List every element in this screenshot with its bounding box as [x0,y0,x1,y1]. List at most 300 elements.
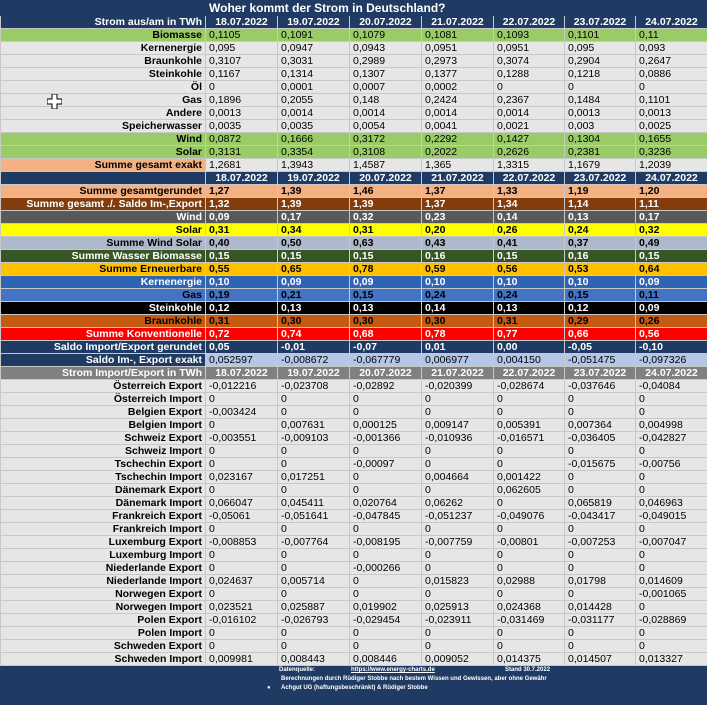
value-cell[interactable]: -0,010936 [422,432,494,445]
date-header-cell[interactable]: 22.07.2022 [494,367,565,380]
value-cell[interactable]: -0,051641 [278,510,350,523]
date-header-cell[interactable]: 22.07.2022 [494,172,565,185]
value-cell[interactable]: 0 [636,549,707,562]
value-cell[interactable]: 1,32 [206,198,278,211]
row-label[interactable]: Saldo Import/Export gerundet [1,341,206,354]
value-cell[interactable]: 0,045411 [278,497,350,510]
value-cell[interactable]: 0,1304 [565,133,636,146]
value-cell[interactable]: 0,1105 [206,29,278,42]
row-label[interactable]: Polen Export [1,614,206,627]
value-cell[interactable]: 0 [422,640,494,653]
value-cell[interactable]: 1,14 [565,198,636,211]
value-cell[interactable]: 0,12 [206,302,278,315]
value-cell[interactable]: 0,0021 [494,120,565,133]
value-cell[interactable]: 0,30 [422,315,494,328]
value-cell[interactable]: 0 [206,445,278,458]
row-label[interactable]: Niederlande Export [1,562,206,575]
value-cell[interactable]: 0,64 [636,263,707,276]
value-cell[interactable]: 0,0014 [350,107,422,120]
row-label[interactable]: Wind [1,211,206,224]
value-cell[interactable]: 0,0007 [350,81,422,94]
date-header-cell[interactable]: 22.07.2022 [494,16,565,29]
value-cell[interactable]: 0 [494,588,565,601]
value-cell[interactable]: -0,008853 [206,536,278,549]
value-cell[interactable]: 1,2681 [206,159,278,172]
value-cell[interactable]: 0,095 [206,42,278,55]
value-cell[interactable]: 1,365 [422,159,494,172]
value-cell[interactable]: 0,1167 [206,68,278,81]
value-cell[interactable]: 0,06262 [422,497,494,510]
value-cell[interactable]: 0,29 [565,315,636,328]
value-cell[interactable]: 0,019902 [350,601,422,614]
value-cell[interactable]: 0,16 [565,250,636,263]
value-cell[interactable]: 0 [278,484,350,497]
value-cell[interactable]: 0 [565,471,636,484]
value-cell[interactable]: 0 [565,484,636,497]
value-cell[interactable]: 0 [422,562,494,575]
value-cell[interactable]: 1,3943 [278,159,350,172]
value-cell[interactable]: 0,26 [494,224,565,237]
value-cell[interactable]: 0 [636,81,707,94]
value-cell[interactable]: 0,013327 [636,653,707,666]
value-cell[interactable]: 0,11 [636,289,707,302]
value-cell[interactable]: 0,007631 [278,419,350,432]
value-cell[interactable]: -0,10 [636,341,707,354]
value-cell[interactable]: 0,15 [350,250,422,263]
value-cell[interactable]: 0,052597 [206,354,278,367]
value-cell[interactable]: -0,051475 [565,354,636,367]
row-label[interactable]: Speicherwasser [1,120,206,133]
value-cell[interactable]: 0 [494,81,565,94]
value-cell[interactable]: -0,031469 [494,614,565,627]
value-cell[interactable]: 0,32 [350,211,422,224]
value-cell[interactable]: 0,006977 [422,354,494,367]
value-cell[interactable]: 0 [636,562,707,575]
value-cell[interactable]: 0,017251 [278,471,350,484]
value-cell[interactable]: 0 [422,549,494,562]
value-cell[interactable]: 0,046963 [636,497,707,510]
value-cell[interactable]: 0 [636,484,707,497]
value-cell[interactable]: 0,3131 [206,146,278,159]
value-cell[interactable]: 0 [494,393,565,406]
value-cell[interactable]: 0 [422,627,494,640]
value-cell[interactable]: 0 [636,471,707,484]
value-cell[interactable]: 0 [278,458,350,471]
value-cell[interactable]: -0,036405 [565,432,636,445]
value-cell[interactable]: 0,3074 [494,55,565,68]
value-cell[interactable]: 0,0001 [278,81,350,94]
row-label[interactable]: Luxemburg Import [1,549,206,562]
value-cell[interactable]: 0,0002 [422,81,494,94]
value-cell[interactable]: 0,2055 [278,94,350,107]
date-header-cell[interactable]: 20.07.2022 [350,367,422,380]
row-label[interactable]: Dänemark Import [1,497,206,510]
value-cell[interactable]: 1,27 [206,185,278,198]
row-label[interactable]: Summe gesamtgerundet [1,185,206,198]
value-cell[interactable]: 0,1288 [494,68,565,81]
value-cell[interactable]: 0,31 [350,224,422,237]
value-cell[interactable]: -0,043417 [565,510,636,523]
row-label[interactable]: Tschechin Export [1,458,206,471]
value-cell[interactable]: 0,10 [206,276,278,289]
value-cell[interactable]: -0,037646 [565,380,636,393]
row-label[interactable]: Kernenergie [1,42,206,55]
value-cell[interactable]: 1,39 [278,198,350,211]
value-cell[interactable]: 0,2989 [350,55,422,68]
value-cell[interactable]: 0,14 [422,302,494,315]
value-cell[interactable]: 0,41 [494,237,565,250]
value-cell[interactable]: 0,05 [206,341,278,354]
value-cell[interactable]: 0,17 [636,211,707,224]
value-cell[interactable]: 0 [422,406,494,419]
value-cell[interactable]: 0 [350,549,422,562]
row-label[interactable]: Belgien Import [1,419,206,432]
value-cell[interactable]: 0,3354 [278,146,350,159]
row-label[interactable]: Niederlande Import [1,575,206,588]
value-cell[interactable]: 1,39 [278,185,350,198]
value-cell[interactable]: -0,042827 [636,432,707,445]
value-cell[interactable]: 0 [206,393,278,406]
value-cell[interactable]: -0,05 [565,341,636,354]
row-label[interactable]: Biomasse [1,29,206,42]
value-cell[interactable]: -0,047845 [350,510,422,523]
date-header-cell[interactable]: 18.07.2022 [206,16,278,29]
value-cell[interactable]: 0,23 [422,211,494,224]
value-cell[interactable]: -0,008195 [350,536,422,549]
value-cell[interactable]: 0 [636,393,707,406]
value-cell[interactable]: 0,30 [350,315,422,328]
value-cell[interactable]: 0,025887 [278,601,350,614]
value-cell[interactable]: 0 [206,81,278,94]
value-cell[interactable]: -0,097326 [636,354,707,367]
value-cell[interactable]: 0,023167 [206,471,278,484]
value-cell[interactable]: 0 [278,523,350,536]
value-cell[interactable]: 0,001422 [494,471,565,484]
value-cell[interactable]: 0,31 [206,224,278,237]
value-cell[interactable]: 0,0013 [565,107,636,120]
value-cell[interactable]: 0,09 [278,276,350,289]
value-cell[interactable]: -0,023911 [422,614,494,627]
value-cell[interactable]: 0,1218 [565,68,636,81]
value-cell[interactable]: 0 [494,640,565,653]
row-label[interactable]: Luxemburg Export [1,536,206,549]
value-cell[interactable]: 0 [206,562,278,575]
value-cell[interactable]: -0,000266 [350,562,422,575]
date-header-cell[interactable]: 21.07.2022 [422,367,494,380]
value-cell[interactable]: 0,09 [206,211,278,224]
row-label[interactable]: Gas [1,289,206,302]
value-cell[interactable]: 0 [350,640,422,653]
value-cell[interactable]: 0 [494,406,565,419]
value-cell[interactable]: 0 [206,419,278,432]
value-cell[interactable]: 0 [494,445,565,458]
row-label[interactable] [1,172,206,185]
value-cell[interactable]: 0,53 [565,263,636,276]
row-label[interactable]: Frankreich Import [1,523,206,536]
value-cell[interactable]: 1,3315 [494,159,565,172]
row-label[interactable]: Norwegen Export [1,588,206,601]
value-cell[interactable]: 0 [206,627,278,640]
value-cell[interactable]: -0,00097 [350,458,422,471]
value-cell[interactable]: 0,2381 [565,146,636,159]
value-cell[interactable]: 1,46 [350,185,422,198]
value-cell[interactable]: 0 [206,588,278,601]
value-cell[interactable]: 0,17 [278,211,350,224]
value-cell[interactable]: 0,2367 [494,94,565,107]
value-cell[interactable]: 0,10 [422,276,494,289]
row-label[interactable]: Schweden Export [1,640,206,653]
value-cell[interactable]: 0 [422,588,494,601]
value-cell[interactable]: 1,39 [350,198,422,211]
value-cell[interactable]: 0 [494,497,565,510]
value-cell[interactable]: 0,3108 [350,146,422,159]
value-cell[interactable]: -0,007253 [565,536,636,549]
value-cell[interactable]: -0,051237 [422,510,494,523]
row-label[interactable]: Summe gesamt ./. Saldo Im-,Export [1,198,206,211]
value-cell[interactable]: 0,0014 [278,107,350,120]
value-cell[interactable]: 0,1427 [494,133,565,146]
value-cell[interactable]: -0,049015 [636,510,707,523]
row-label[interactable]: Frankreich Export [1,510,206,523]
value-cell[interactable]: 0 [278,445,350,458]
value-cell[interactable]: 0,00 [494,341,565,354]
value-cell[interactable]: 0,2973 [422,55,494,68]
value-cell[interactable]: 0 [350,471,422,484]
value-cell[interactable]: 0,14 [494,211,565,224]
value-cell[interactable]: 0,0025 [636,120,707,133]
value-cell[interactable]: 0,19 [206,289,278,302]
value-cell[interactable]: -0,007764 [278,536,350,549]
value-cell[interactable]: 0 [206,523,278,536]
value-cell[interactable]: 0 [278,549,350,562]
value-cell[interactable]: 0 [278,640,350,653]
row-label[interactable]: Summe gesamt exakt [1,159,206,172]
value-cell[interactable]: 0,56 [494,263,565,276]
value-cell[interactable]: 0 [565,445,636,458]
value-cell[interactable]: -0,001366 [350,432,422,445]
value-cell[interactable]: 0,2424 [422,94,494,107]
value-cell[interactable]: 0,014428 [565,601,636,614]
value-cell[interactable]: 0,065819 [565,497,636,510]
value-cell[interactable]: -0,026793 [278,614,350,627]
row-label[interactable]: Solar [1,146,206,159]
row-label[interactable]: Wind [1,133,206,146]
value-cell[interactable]: 0,15 [565,289,636,302]
value-cell[interactable]: 0,78 [422,328,494,341]
value-cell[interactable]: 1,1679 [565,159,636,172]
value-cell[interactable]: 0,093 [636,42,707,55]
value-cell[interactable]: 0 [565,588,636,601]
value-cell[interactable]: 0,21 [278,289,350,302]
value-cell[interactable]: 0 [422,393,494,406]
value-cell[interactable]: 0 [350,627,422,640]
value-cell[interactable]: 0,062605 [494,484,565,497]
value-cell[interactable]: 0,37 [565,237,636,250]
value-cell[interactable]: -0,02892 [350,380,422,393]
value-cell[interactable]: 1,19 [565,185,636,198]
value-cell[interactable]: 0,1079 [350,29,422,42]
row-label[interactable]: Kernenergie [1,276,206,289]
value-cell[interactable]: 1,37 [422,198,494,211]
value-cell[interactable]: 0,66 [565,328,636,341]
value-cell[interactable]: 0,004998 [636,419,707,432]
value-cell[interactable]: -0,016102 [206,614,278,627]
value-cell[interactable]: 0,2647 [636,55,707,68]
value-cell[interactable]: 0 [206,484,278,497]
value-cell[interactable]: 0 [565,523,636,536]
row-label[interactable]: Strom Import/Export in TWh [1,367,206,380]
row-label[interactable]: Schweiz Export [1,432,206,445]
value-cell[interactable]: 0,0014 [494,107,565,120]
value-cell[interactable]: 0,50 [278,237,350,250]
row-label[interactable]: Summe Erneuerbare [1,263,206,276]
row-label[interactable]: Dänemark Export [1,484,206,497]
value-cell[interactable]: 0,1666 [278,133,350,146]
value-cell[interactable]: -0,012216 [206,380,278,393]
value-cell[interactable]: 0 [565,393,636,406]
value-cell[interactable]: 0 [278,562,350,575]
value-cell[interactable]: -0,00801 [494,536,565,549]
value-cell[interactable]: 0,1655 [636,133,707,146]
value-cell[interactable]: -0,00756 [636,458,707,471]
value-cell[interactable]: 0,31 [494,315,565,328]
value-cell[interactable]: 0,3031 [278,55,350,68]
value-cell[interactable]: 0,0872 [206,133,278,146]
value-cell[interactable]: 0,32 [636,224,707,237]
value-cell[interactable]: 0 [636,445,707,458]
value-cell[interactable]: 0,0947 [278,42,350,55]
value-cell[interactable]: 0,2022 [422,146,494,159]
value-cell[interactable]: 0,014609 [636,575,707,588]
value-cell[interactable]: 0,15 [206,250,278,263]
value-cell[interactable]: 1,33 [494,185,565,198]
row-label[interactable]: Saldo Im-, Export exakt [1,354,206,367]
value-cell[interactable]: 1,20 [636,185,707,198]
value-cell[interactable]: 0 [565,627,636,640]
value-cell[interactable]: 0 [494,549,565,562]
value-cell[interactable]: 0,2626 [494,146,565,159]
date-header-cell[interactable]: 23.07.2022 [565,16,636,29]
value-cell[interactable]: -0,04084 [636,380,707,393]
value-cell[interactable]: -0,009103 [278,432,350,445]
value-cell[interactable]: 0,40 [206,237,278,250]
value-cell[interactable]: 1,2039 [636,159,707,172]
date-header-cell[interactable]: 19.07.2022 [278,367,350,380]
value-cell[interactable]: -0,008672 [278,354,350,367]
value-cell[interactable]: 0,0054 [350,120,422,133]
value-cell[interactable]: 0,0886 [636,68,707,81]
value-cell[interactable]: 0,014375 [494,653,565,666]
value-cell[interactable]: 0,20 [422,224,494,237]
value-cell[interactable]: 0,014507 [565,653,636,666]
value-cell[interactable]: 0,025913 [422,601,494,614]
date-header-cell[interactable]: 18.07.2022 [206,172,278,185]
value-cell[interactable]: 0,2292 [422,133,494,146]
value-cell[interactable]: -0,031177 [565,614,636,627]
value-cell[interactable]: 0 [636,523,707,536]
value-cell[interactable]: 0 [422,484,494,497]
row-label[interactable]: Österreich Export [1,380,206,393]
value-cell[interactable]: -0,028674 [494,380,565,393]
value-cell[interactable]: 0,15 [350,289,422,302]
value-cell[interactable]: 0,0041 [422,120,494,133]
date-header-cell[interactable]: 23.07.2022 [565,367,636,380]
value-cell[interactable]: 0,09 [636,302,707,315]
value-cell[interactable]: 0,0951 [494,42,565,55]
value-cell[interactable]: 0,148 [350,94,422,107]
value-cell[interactable]: 0,015823 [422,575,494,588]
value-cell[interactable]: 0 [278,627,350,640]
value-cell[interactable]: 0 [636,640,707,653]
value-cell[interactable]: 0,023521 [206,601,278,614]
value-cell[interactable]: 0,000125 [350,419,422,432]
value-cell[interactable]: 0,30 [278,315,350,328]
value-cell[interactable]: -0,007047 [636,536,707,549]
value-cell[interactable]: 0,005714 [278,575,350,588]
value-cell[interactable]: 0,009147 [422,419,494,432]
value-cell[interactable]: 0,15 [636,250,707,263]
value-cell[interactable]: 0,13 [350,302,422,315]
value-cell[interactable]: 0,007364 [565,419,636,432]
value-cell[interactable]: 0,0943 [350,42,422,55]
value-cell[interactable]: 0 [422,523,494,536]
row-label[interactable]: Belgien Export [1,406,206,419]
row-label[interactable]: Steinkohle [1,68,206,81]
value-cell[interactable]: 0,65 [278,263,350,276]
date-header-cell[interactable]: 19.07.2022 [278,172,350,185]
value-cell[interactable]: 0,008446 [350,653,422,666]
row-label[interactable]: Braunkohle [1,315,206,328]
value-cell[interactable]: 0 [350,406,422,419]
value-cell[interactable]: 0,1101 [565,29,636,42]
row-label[interactable]: Solar [1,224,206,237]
value-cell[interactable]: 0,68 [350,328,422,341]
value-cell[interactable]: 0 [422,445,494,458]
row-label[interactable]: Schweiz Import [1,445,206,458]
value-cell[interactable]: -0,007759 [422,536,494,549]
value-cell[interactable]: 0,13 [278,302,350,315]
date-header-cell[interactable]: 23.07.2022 [565,172,636,185]
value-cell[interactable]: 0,009052 [422,653,494,666]
value-cell[interactable]: 0,10 [494,276,565,289]
row-label[interactable]: Österreich Import [1,393,206,406]
value-cell[interactable]: 0,24 [422,289,494,302]
value-cell[interactable]: 0,0951 [422,42,494,55]
value-cell[interactable]: 0 [565,562,636,575]
value-cell[interactable]: -0,003424 [206,406,278,419]
value-cell[interactable]: 0,0013 [206,107,278,120]
value-cell[interactable]: 0,0035 [278,120,350,133]
value-cell[interactable]: 1,37 [422,185,494,198]
value-cell[interactable]: 0 [350,393,422,406]
row-label[interactable]: Norwegen Import [1,601,206,614]
date-header-cell[interactable]: 24.07.2022 [636,367,707,380]
value-cell[interactable]: -0,028869 [636,614,707,627]
value-cell[interactable]: 0 [494,458,565,471]
row-label[interactable]: Strom aus/am in TWh [1,16,206,29]
value-cell[interactable]: 0 [636,406,707,419]
value-cell[interactable]: -0,01 [278,341,350,354]
value-cell[interactable]: 0,13 [494,302,565,315]
date-header-cell[interactable]: 24.07.2022 [636,172,707,185]
value-cell[interactable]: -0,003551 [206,432,278,445]
value-cell[interactable]: 0,1377 [422,68,494,81]
value-cell[interactable]: 0,15 [278,250,350,263]
value-cell[interactable]: 0,066047 [206,497,278,510]
value-cell[interactable]: -0,029454 [350,614,422,627]
value-cell[interactable]: 0 [565,549,636,562]
value-cell[interactable]: 0,004150 [494,354,565,367]
